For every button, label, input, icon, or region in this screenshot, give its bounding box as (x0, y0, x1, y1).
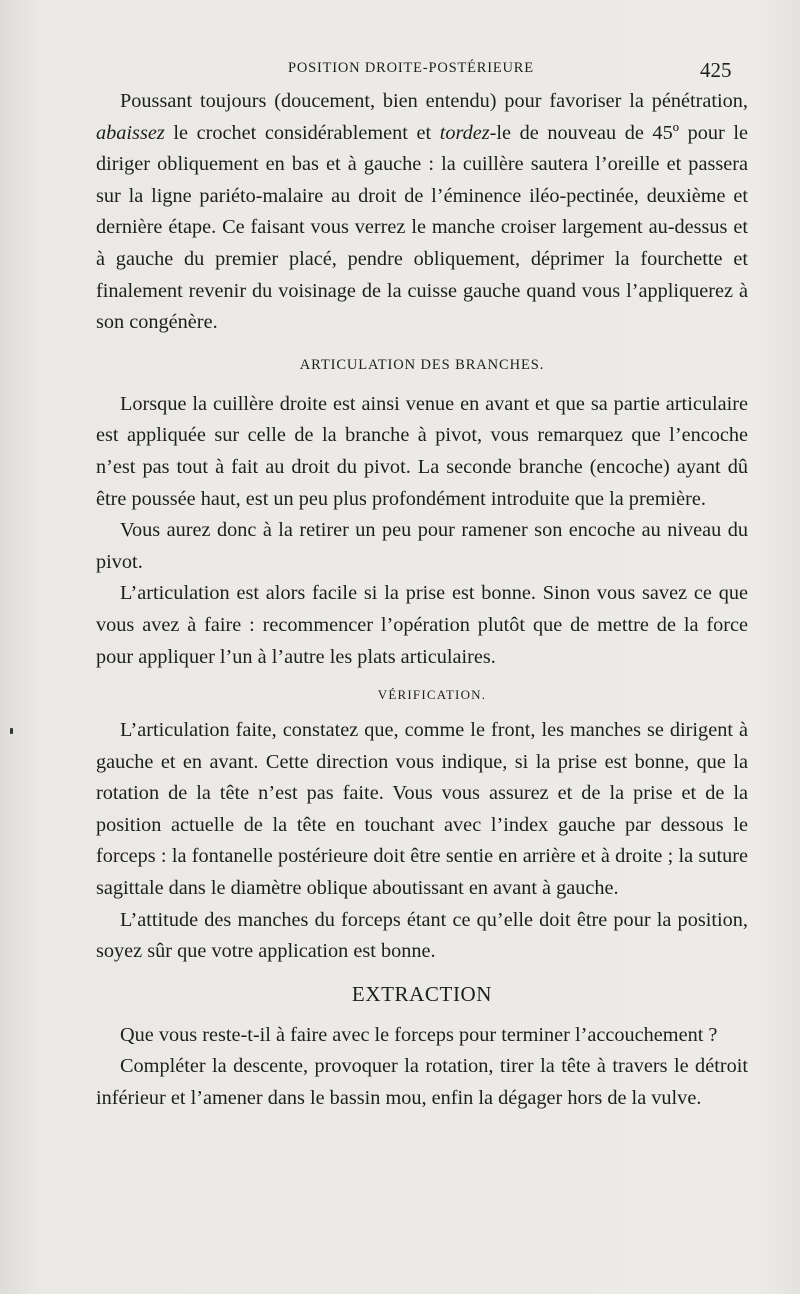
section-heading-extraction: EXTRACTION (351, 981, 493, 1006)
verification-paragraph-1: L’articulation faite, constatez que, comme le front, les manches se dirigent à gauche et en avant. Cette direction vous indique, si la prise est bonne, que la rotation de la tête n’est pas faite. Vous vous assurez et de la prise et de la position actuelle de la tête en touchant avec l’index gauche par dessous le forceps : la fontanelle postérieure doit être sentie en arrière et à droite ; la suture sagittale dans le diamètre oblique aboutissant en avant à gauche. (96, 719, 748, 900)
section-heading-verification: VÉRIFICATION. (377, 687, 487, 703)
intro-emphasis-tordez: tordez (439, 121, 490, 144)
intro-text-c: -le de nouveau de 45º pour le diriger obliquement en bas et à gauche : la cuillère sautera l’oreille et passera sur la ligne pariéto-malaire au droit de l’éminence iléo-pectinée, deuxième et dernière étape. Ce faisant vous verrez le manche croiser largement au-dessus et à gauche du premier placé, pendre obliquement, déprimer la fourchette et finalement revenir du voisinage de la cuisse gauche quand vous l’appliquerez à son congénère. (96, 121, 749, 334)
paragraph-intro (96, 86, 748, 339)
articulation-paragraph-3: L’articulation est alors facile si la prise est bonne. Sinon vous savez ce que vous avez à faire : recommencer l’opération plutôt que de mettre de la force pour appliquer l’un à l’autre les plats articulaires. (96, 582, 748, 668)
extraction-paragraph-2: Compléter la descente, provoquer la rotation, tirer la tête à travers le détroit inférieur et l’amener dans le bassin mou, enfin la dégager hors de la vulve. (96, 1055, 748, 1110)
page-body (96, 86, 748, 1115)
section-heading-articulation: ARTICULATION DES BRANCHES. (299, 356, 545, 373)
intro-text-b: le crochet considérablement et (164, 121, 440, 144)
articulation-paragraph-1: Lorsque la cuillère droite est ainsi venue en avant et que sa partie articulaire est appliquée sur celle de la branche à pivot, vous remarquez que l’encoche n’est pas tout à fait au droit du pivot. La seconde branche (encoche) ayant dû être poussée haut, est un peu plus profondément introduite que la première. (96, 392, 748, 510)
verification-paragraph-2: L’attitude des manches du forceps étant ce qu’elle doit être pour la position, soyez sûr que votre application est bonne. (96, 908, 748, 963)
page-number: 425 (700, 58, 732, 82)
margin-mark (10, 728, 13, 734)
running-head: POSITION DROITE-POSTÉRIEURE (288, 60, 534, 76)
intro-text-a: Poussant toujours (doucement, bien entendu) pour favoriser la pénétration, (120, 90, 748, 112)
extraction-paragraph-1: Que vous reste-t-il à faire avec le forceps pour terminer l’accouchement ? (120, 1023, 718, 1046)
articulation-paragraph-2: Vous aurez donc à la retirer un peu pour ramener son encoche au niveau du pivot. (96, 519, 748, 573)
intro-emphasis-abaissez: abaissez (96, 121, 165, 144)
page-header (0, 58, 800, 82)
